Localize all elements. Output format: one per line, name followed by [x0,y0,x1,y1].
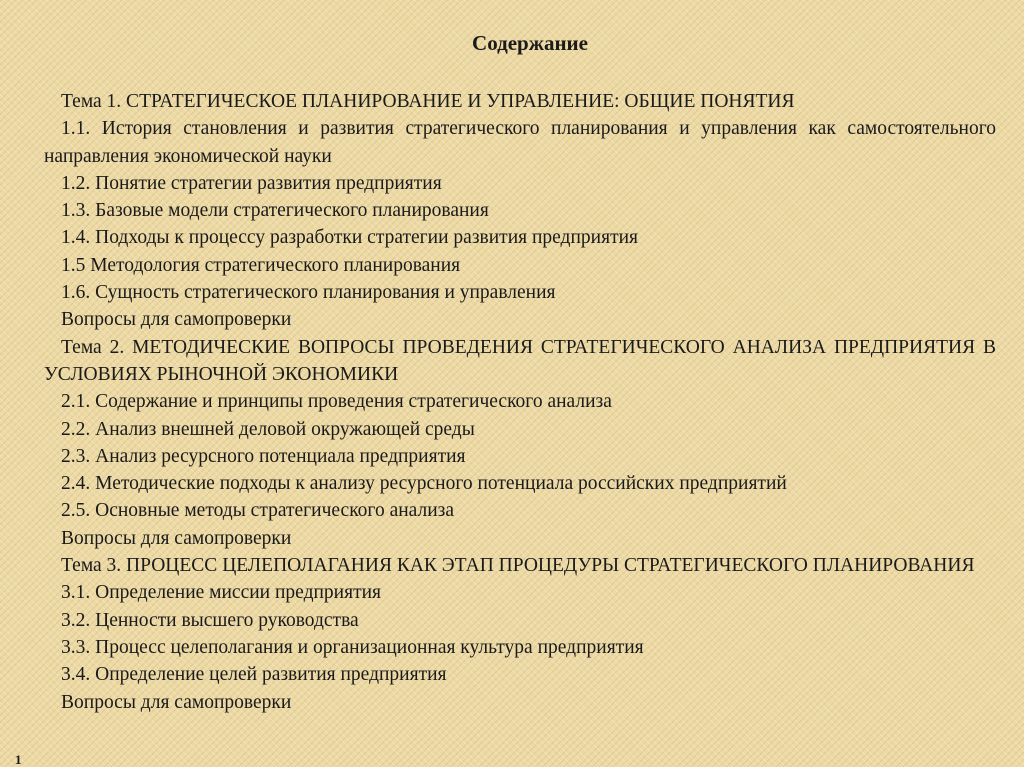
toc-item-3-3: 3.3. Процесс целеполагания и организационная культура предприятия [61,636,644,658]
page-number: 1 [15,752,22,767]
table-of-contents [44,88,996,716]
toc-item-1-6: 1.6. Сущность стратегического планирования и управления [61,282,556,304]
page-title: Содержание [472,31,588,55]
toc-item-1-3: 1.3. Базовые модели стратегического планирования [61,200,489,222]
toc-item-topic-1: Тема 1. СТРАТЕГИЧЕСКОЕ ПЛАНИРОВАНИЕ И УПРАВЛЕНИЕ: ОБЩИЕ ПОНЯТИЯ [61,91,795,112]
toc-item-1-1: 1.1. История становления и развития стратегического планирования и управления как самостоятельного направления экономической науки [44,118,996,167]
toc-item-1-2: 1.2. Понятие стратегии развития предприятия [61,172,442,194]
toc-item-1-4: 1.4. Подходы к процессу разработки стратегии развития предприятия [61,227,638,249]
toc-item-topic-3: Тема 3. ПРОЦЕСС ЦЕЛЕПОЛАГАНИЯ КАК ЭТАП ПРОЦЕДУРЫ СТРАТЕГИЧЕСКОГО ПЛАНИРОВАНИЯ [61,555,975,577]
toc-item-3-1: 3.1. Определение миссии предприятия [61,582,382,604]
toc-item-2-4: 2.4. Методические подходы к анализу ресурсного потенциала российских предприятий [61,473,787,495]
toc-item-2-1: 2.1. Содержание и принципы проведения стратегического анализа [61,391,612,413]
toc-item-3-4: 3.4. Определение целей развития предприятия [61,664,447,686]
toc-item-questions-3: Вопросы для самопроверки [61,691,292,713]
toc-item-questions-2: Вопросы для самопроверки [61,527,292,549]
toc-item-2-5: 2.5. Основные методы стратегического анализа [61,500,455,522]
toc-item-3-2: 3.2. Ценности высшего руководства [61,609,359,631]
toc-item-questions-1: Вопросы для самопроверки [61,309,292,331]
toc-item-1-5: 1.5 Методология стратегического планирования [61,254,461,276]
toc-item-2-2: 2.2. Анализ внешней деловой окружающей среды [61,418,475,440]
toc-item-2-3: 2.3. Анализ ресурсного потенциала предприятия [61,445,466,467]
toc-item-topic-2: Тема 2. МЕТОДИЧЕСКИЕ ВОПРОСЫ ПРОВЕДЕНИЯ СТРАТЕГИЧЕСКОГО АНАЛИЗА ПРЕДПРИЯТИЯ В УСЛОВИЯХ РЫНОЧНОЙ ЭКОНОМИКИ [44,336,996,385]
